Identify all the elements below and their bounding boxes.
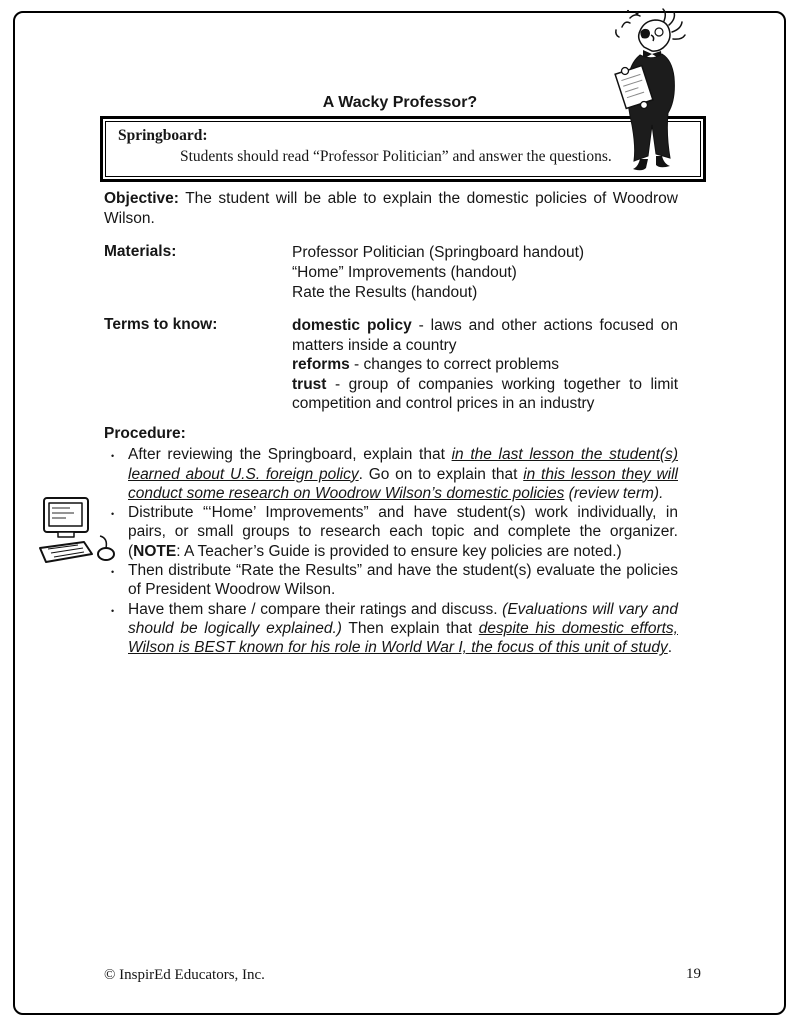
procedure-label: Procedure: [104,425,186,442]
term-definition: - laws and other actions focused on matters inside a country [292,317,678,354]
terms-label: Terms to know: [104,316,218,333]
materials-list [292,243,678,303]
procedure-text [128,561,678,600]
materials-item: “Home” Improvements (handout) [292,264,517,281]
text-segment: NOTE [133,542,177,560]
objective-label: Objective: [104,190,179,207]
text-segment: After reviewing the Springboard, explain that [128,446,452,464]
materials-section [104,243,678,303]
footer-copyright: © InspirEd Educators, Inc. [104,967,265,983]
term-definition: - changes to correct problems [349,356,560,373]
text-segment: : A Teacher’s Guide is provided to ensure key policies are noted.) [176,542,622,560]
text-segment: Then distribute “Rate the Results” and have the student(s) evaluate the policies of President Woodrow Wilson. [128,562,678,599]
objective-text: The student will be able to explain the domestic policies of Woodrow Wilson. [104,190,678,227]
text-segment: Distribute “‘Home’ Improvements” and have student(s) work individually, in pairs, or small groups to research each topic and complete the organizer. ( [128,504,678,560]
springboard-text: Students should read “Professor Politician” and answer the questions. [180,148,612,165]
text-segment: . [667,639,673,657]
text-segment: . Go on to explain that [358,465,524,483]
text-segment: (review term). [564,484,664,502]
term-definition: - group of companies working together to limit competition and control prices in an industry [292,375,678,412]
page-title: A Wacky Professor? [322,94,478,111]
text-segment: in this lesson they will conduct some research on Woodrow Wilson’s domestic policies [128,465,678,502]
computer-illustration [34,496,122,568]
materials-item: Professor Politician (Springboard handout) [292,244,585,261]
procedure-item [104,561,678,600]
text-segment: Then explain that [341,619,479,637]
professor-illustration [592,5,712,177]
materials-item: Rate the Results (handout) [292,284,478,301]
procedure-text [128,445,678,503]
procedure-text [128,600,678,658]
term-name: reforms [292,356,350,373]
term-entry [292,355,678,375]
text-segment: (Evaluations will vary and should be logically explained.) [128,600,679,637]
procedure-item [104,600,678,658]
term-entry [292,375,678,414]
text-segment: despite his domestic efforts, Wilson is BEST known for his role in World War I, the focus of this unit of study [128,619,678,657]
bullet-icon: • [111,509,115,520]
springboard-label: Springboard: [118,127,208,144]
term-name: domestic policy [292,317,412,334]
materials-label: Materials: [104,243,177,260]
terms-list [292,316,678,414]
objective-paragraph [104,189,678,228]
procedure-item [104,445,678,503]
term-entry [292,316,678,355]
procedure-section [104,424,678,658]
bullet-icon: • [111,451,115,462]
bullet-icon: • [111,567,115,578]
bullet-icon: • [111,605,115,616]
procedure-item [104,503,678,561]
term-name: trust [292,375,327,393]
terms-section [104,316,678,414]
text-segment: Have them share / compare their ratings and discuss. [128,600,503,618]
procedure-text [128,503,678,561]
footer-page-number: 19 [686,966,701,982]
text-segment: in the last lesson the student(s) learned about U.S. foreign policy [128,446,678,483]
